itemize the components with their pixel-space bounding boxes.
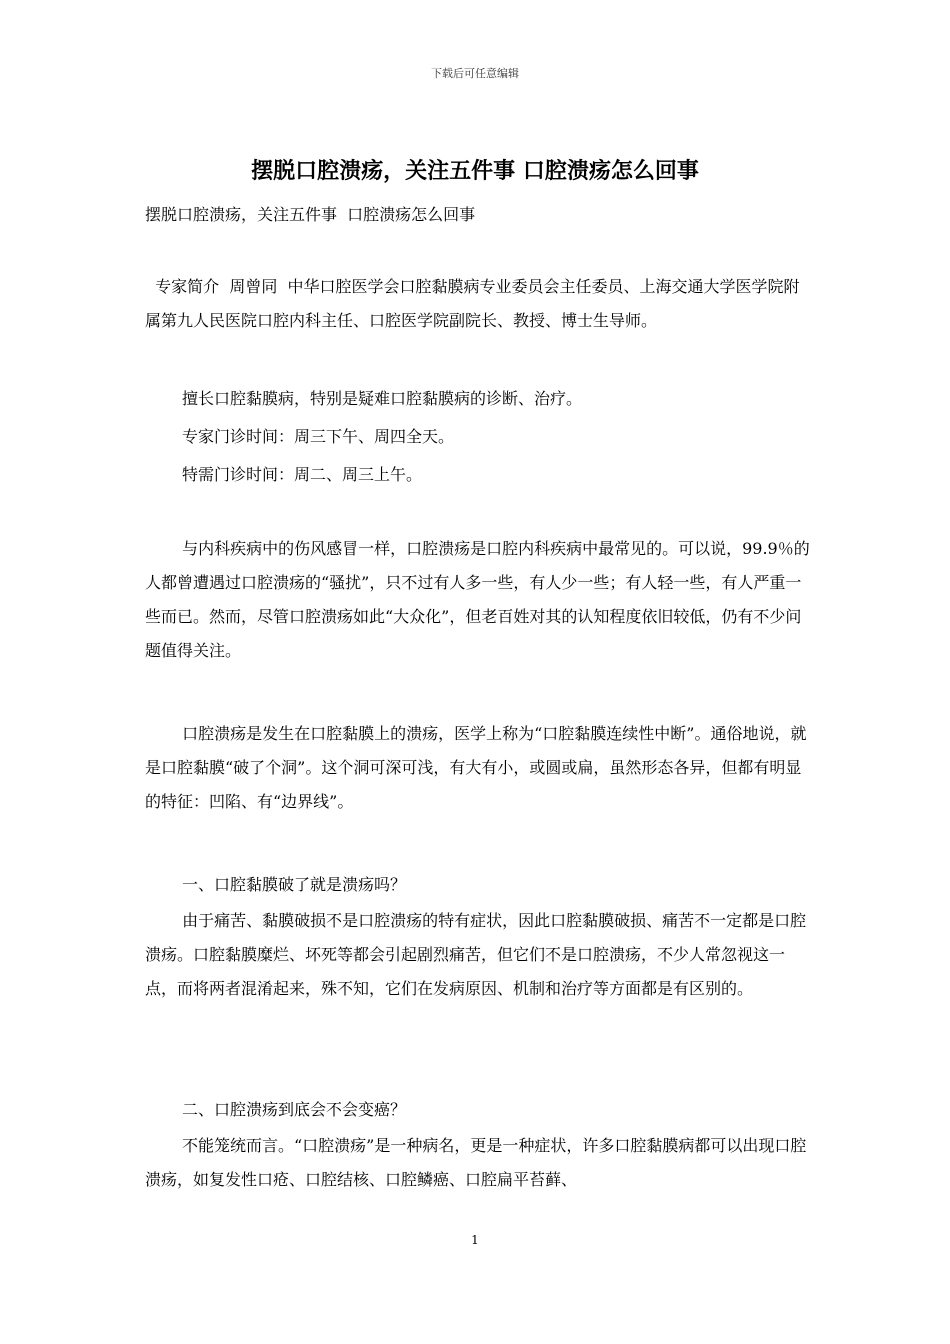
document-subtitle: 摆脱口腔溃疡，关注五件事 口腔溃疡怎么回事 xyxy=(145,205,476,224)
expert-specialty: 擅长口腔黏膜病，特别是疑难口腔黏膜病的诊断、治疗。 xyxy=(182,389,583,408)
expert-clinic-hours: 专家门诊时间：周三下午、周四全天。 xyxy=(182,427,455,446)
question-1-body: 由于痛苦、黏膜破损不是口腔溃疡的特有症状，因此口腔黏膜破损、痛苦不一定都是口腔溃疡。口腔黏膜糜烂、坏死等都会引起剧烈痛苦，但它们不是口腔溃疡，不少人常忽视这一点，而将两者混淆起来，殊不知，它们在发病原因、机制和治疗等方面都是有区别的。 xyxy=(145,911,807,998)
question-2-body: 不能笼统而言。“口腔溃疡”是一种病名，更是一种症状，许多口腔黏膜病都可以出现口腔溃疡，如复发性口疮、口腔结核、口腔鳞癌、口腔扁平苔藓、 xyxy=(145,1136,807,1189)
paragraph-common: 与内科疾病中的伤风感冒一样，口腔溃疡是口腔内科疾病中最常见的。可以说，99.9％的人都曾遭遇过口腔溃疡的“骚扰”，只不过有人多一些，有人少一些；有人轻一些，有人严重一些而已。然而，尽管口腔溃疡如此“大众化”，但老百姓对其的认知程度依旧较低，仍有不少问题值得关注。 xyxy=(145,539,810,660)
question-1-heading: 一、口腔黏膜破了就是溃疡吗？ xyxy=(182,875,407,894)
question-2-heading: 二、口腔溃疡到底会不会变癌？ xyxy=(182,1100,407,1119)
expert-intro: 专家简介 周曾同 中华口腔医学会口腔黏膜病专业委员会主任委员、上海交通大学医学院附属第九人民医院口腔内科主任、口腔医学院副院长、教授、博士生导师。 xyxy=(145,277,800,330)
paragraph-definition: 口腔溃疡是发生在口腔黏膜上的溃疡，医学上称为“口腔黏膜连续性中断”。通俗地说，就是口腔黏膜“破了个洞”。这个洞可深可浅，有大有小，或圆或扁，虽然形态各异，但都有明显的特征：凹陷、有“边界线”。 xyxy=(145,724,807,811)
document-title: 摆脱口腔溃疡，关注五件事 口腔溃疡怎么回事 xyxy=(251,158,699,184)
header-note: 下载后可任意编辑 xyxy=(431,67,519,80)
special-clinic-hours: 特需门诊时间：周二、周三上午。 xyxy=(182,465,423,484)
page-number: 1 xyxy=(471,1233,479,1247)
